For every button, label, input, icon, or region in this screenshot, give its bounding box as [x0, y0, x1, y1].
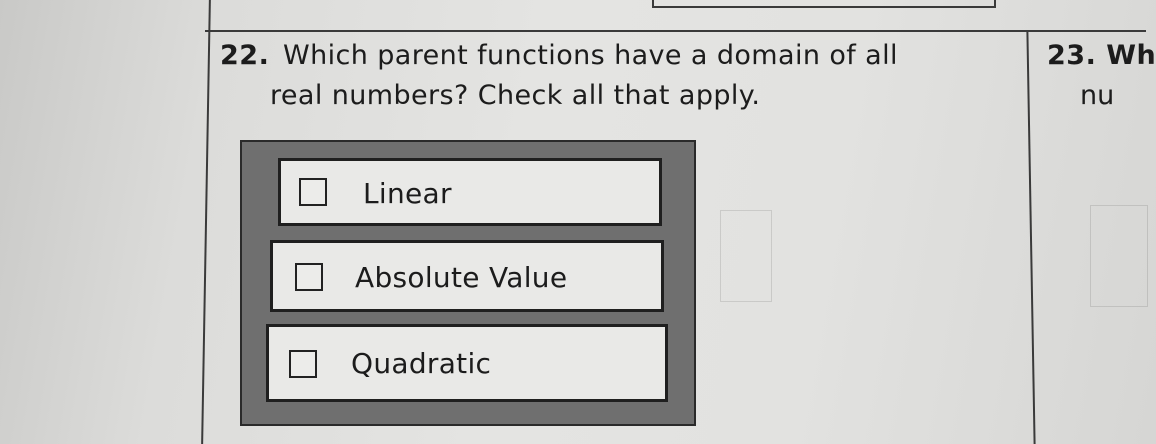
question-number: 22. — [220, 40, 270, 71]
option-label-linear: Linear — [363, 177, 452, 210]
checkbox-linear[interactable] — [299, 178, 327, 206]
top-rule-line — [205, 30, 1146, 32]
option-linear[interactable] — [278, 158, 662, 226]
next-question-number-text: 23. — [1047, 40, 1097, 71]
show-through-mark — [1090, 205, 1148, 307]
next-question-number — [1047, 40, 1156, 71]
checkbox-quadratic[interactable] — [289, 350, 317, 378]
show-through-mark — [720, 210, 772, 302]
option-label-absolute-value: Absolute Value — [355, 261, 568, 294]
checkbox-absolute-value[interactable] — [295, 263, 323, 291]
option-absolute-value[interactable] — [270, 240, 664, 312]
answer-box-top — [652, 0, 996, 8]
column-divider-line — [1026, 32, 1035, 444]
next-question-prompt-fragment-line-2: nu — [1080, 80, 1115, 111]
question-prompt-line-1: Which parent functions have a domain of all — [283, 40, 898, 71]
option-label-quadratic: Quadratic — [351, 347, 492, 380]
next-question-prompt-fragment: Wh — [1106, 40, 1156, 71]
left-margin-line — [201, 0, 211, 444]
question-prompt-line-2: real numbers? Check all that apply. — [270, 80, 761, 111]
option-quadratic[interactable] — [266, 324, 668, 402]
